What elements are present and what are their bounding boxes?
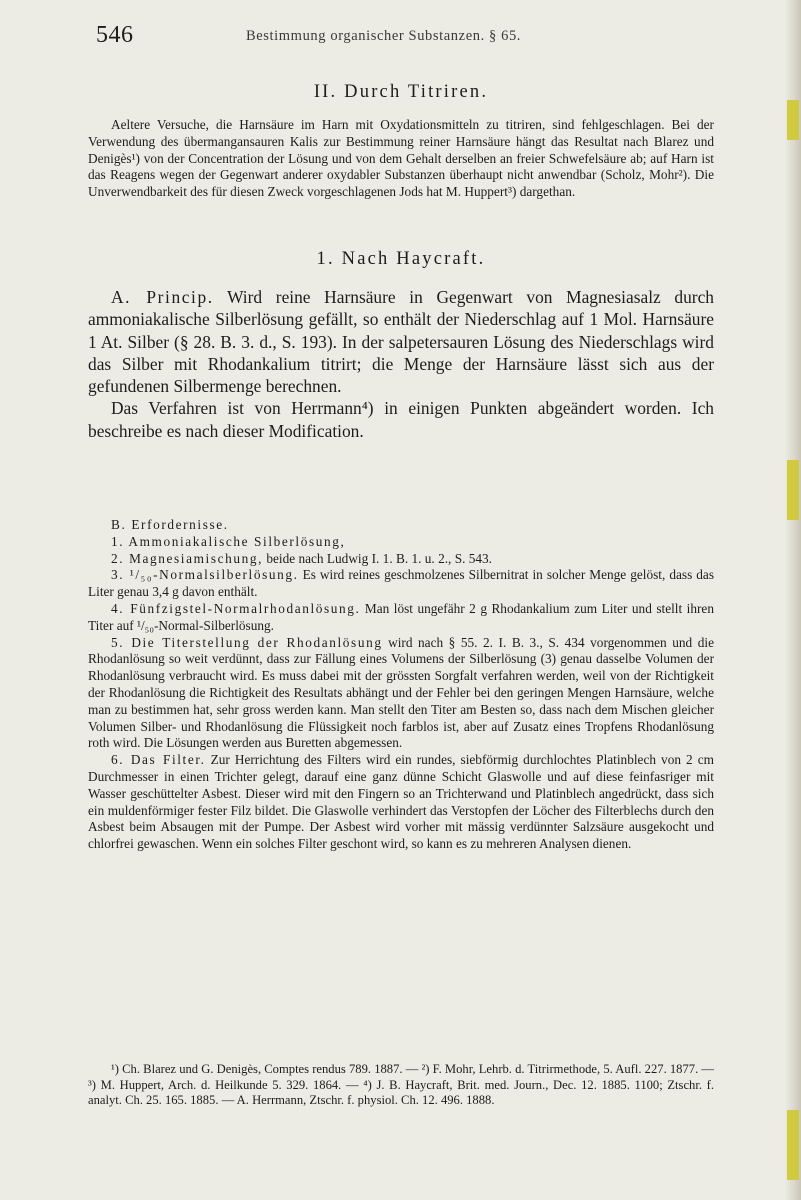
list-item: 1. Ammoniakalische Silberlösung, — [111, 533, 346, 549]
list-item: 6. Das Filter. Zur Herrichtung des Filters wird ein rundes, siebförmig durchlochtes Platinblech von 2 cm Durchmesser in einen Trichter gelegt, darauf eine ganz dünne Schicht Glaswolle und auf diese feinfasriger mit Wasser geschüttelter Asbest. Dieser wird mit den Fingern so an Trichterwand und Platinblech angedrückt, dass sich ein muldenförmiger fester Filz bildet. Die Glaswolle verhindert das Verstopfen der Löcher des Filterblechs durch den Asbest beim Absaugen mit der Pumpe. Der Asbest wird vorher mit mässig verdünnter Salzsäure ausgekocht und chlorfrei gewaschen. Wenn ein solches Filter geschont wird, so kann es zu mehreren Analysen dienen. — [88, 752, 714, 852]
principle-text: Wird reine Harnsäure in Gegenwart von Magnesiasalz durch ammoniakalische Silberlösung gefällt, so enthält der Niederschlag auf 1 Mol. Harnsäure 1 At. Silber (§ 28. B. 3. d., S. 193). In der salpetersauren Lösung des Niederschlags wird das Silber mit Rhodankalium titrirt; die Menge der Harnsäure lässt sich aus der gefundenen Silbermenge berechnen. — [88, 287, 714, 397]
requirements-block — [88, 517, 714, 853]
page-number: 546 — [96, 22, 134, 48]
intro-block — [88, 117, 714, 201]
list-item: 3. ¹/₅₀-Normalsilberlösung. Es wird reines geschmolzenes Silbernitrat in solcher Menge gelöst, dass das Liter genau 3,4 g davon enthält. — [88, 567, 715, 600]
list-item: 2. Magnesiamischung, beide nach Ludwig I. 1. B. 1. u. 2., S. 543. — [111, 550, 493, 566]
modification-paragraph: Das Verfahren ist von Herrmann⁴) in einigen Punkten abgeändert worden. Ich beschreibe es nach dieser Modification. — [88, 398, 714, 441]
running-title: Bestimmung organischer Substanzen. § 65. — [246, 28, 522, 44]
footnotes: ¹) Ch. Blarez und G. Denigès, Comptes rendus 789. 1887. — ²) F. Mohr, Lehrb. d. Titrirmethode, 5. Aufl. 227. 1877. — ³) M. Huppert, Arch. d. Heilkunde 5. 329. 1864. — ⁴) J. B. Haycraft, Brit. med. Journ., Dec. 12. 1885. 1100; Ztschr. f. analyt. Ch. 25. 165. 1885. — A. Herrmann, Ztschr. f. physiol. Ch. 12. 496. 1888. — [88, 1062, 714, 1108]
section-heading: II. Durch Titriren. — [313, 82, 489, 102]
page-edge — [785, 0, 801, 1200]
page-header — [96, 22, 716, 56]
edge-highlight — [787, 1110, 799, 1180]
method-heading: 1. Nach Haycraft. — [316, 249, 486, 269]
requirements-heading: B. Erfordernisse. — [111, 517, 229, 532]
principle-block — [88, 286, 714, 442]
footnotes-block — [88, 1062, 714, 1109]
principle-paragraph — [88, 286, 714, 397]
edge-highlight — [787, 460, 799, 520]
list-item: 4. Fünfzigstel-Normalrhodanlösung. Man löst ungefähr 2 g Rhodankalium zum Liter und stellt ihren Titer auf ¹/₅₀-Normal-Silberlösung. — [88, 600, 714, 633]
list-item: 5. Die Titerstellung der Rhodanlösung wird nach § 55. 2. I. B. 3., S. 434 vorgenommen und die Rhodanlösung so weit verdünnt, dass zur Fällung eines Volumens der Silberlösung (3) genau dasselbe Volumen der Rhodanlösung verbraucht wird. Es muss dabei mit der grössten Sorgfalt verfahren werden, weil von der Richtigkeit der Rhodanlösung die Richtigkeit des Resultats abhängt und der Fehler bei den geringen Mengen Harnsäure, welche man zu bestimmen hat, sehr gross werden kann. Man stellt den Titer am Besten so, dass nach dem Mischen gleicher Volumen Silber- und Rhodanlösung die Flüssigkeit noch farblos ist, aber auf Zusatz eines Tropfens Rhodanlösung roth wird. Die Lösungen werden aus Buretten abgemessen. — [88, 634, 714, 751]
edge-highlight — [787, 100, 799, 140]
principle-label: A. Princip. — [111, 287, 214, 307]
intro-paragraph: Aeltere Versuche, die Harnsäure im Harn mit Oxydationsmitteln zu titriren, sind fehlgeschlagen. Bei der Verwendung des übermangansauren Kalis zur Bestimmung reiner Harnsäure hängt das Resultat nach Blarez und Denigès¹) von der Concentration der Lösung und von dem Gehalt derselben an freier Schwefelsäure ab; auf Harn ist das Reagens wegen der Gegenwart anderer oxydabler Substanzen überhaupt nicht anwendbar (Scholz, Mohr²). Die Unverwendbarkeit des für diesen Zweck vorgeschlagenen Jods hat M. Huppert³) dargethan. — [88, 117, 714, 200]
